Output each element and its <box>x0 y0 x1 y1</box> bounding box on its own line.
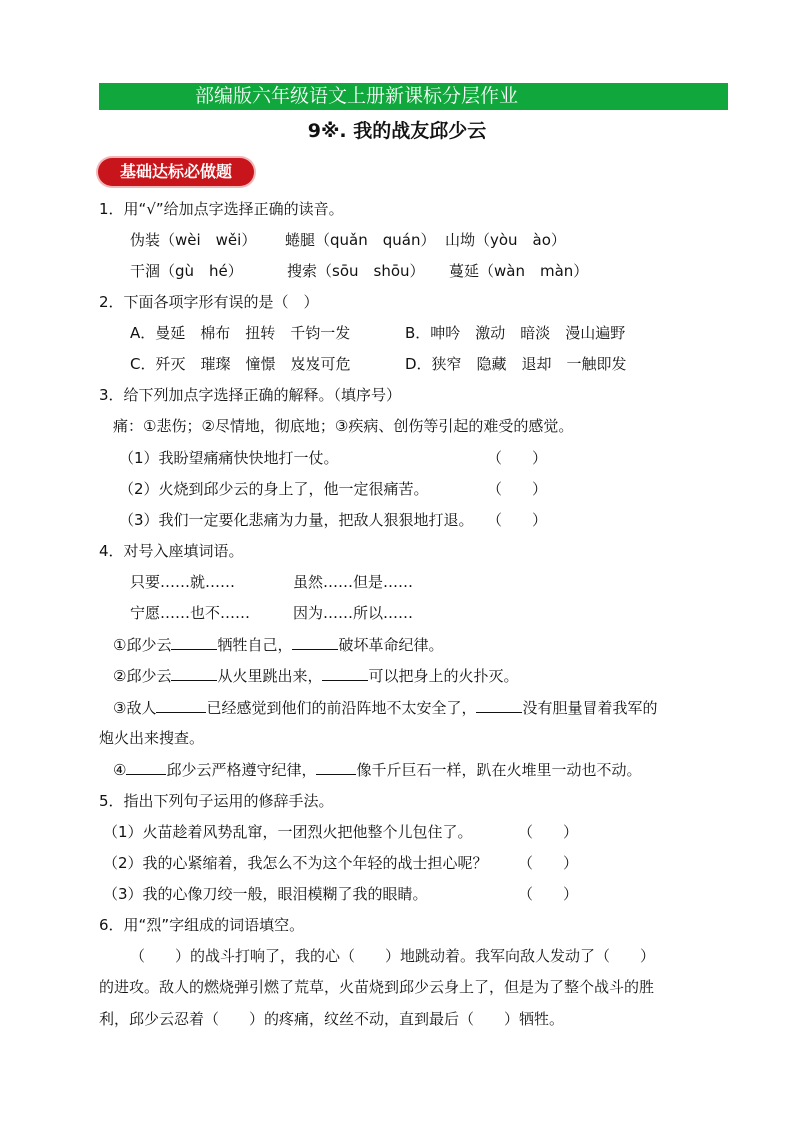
q4-s3-blank-2[interactable] <box>476 697 522 713</box>
q4-s4-part: 像千斤巨石一样，趴在火堆里一动也不动。 <box>356 761 642 779</box>
lesson-title: 9※. 我的战友邱少云 <box>307 120 487 142</box>
q5-answer-1[interactable]: （ ） <box>518 823 579 841</box>
q4-word-4: 因为……所以…… <box>293 604 414 622</box>
q4-sentence-1 <box>113 634 443 655</box>
q5-stem: 5．指出下列句子运用的修辞手法。 <box>99 792 334 810</box>
q1-item-2: 蜷腿（quǎn quán） <box>285 231 436 249</box>
q4-s1-blank-2[interactable] <box>292 634 338 650</box>
q6-paragraph-line-1: （ ）的战斗打响了，我的心（ ）地跳动着。我军向敌人发动了（ ） <box>130 947 656 965</box>
q4-s4-blank-2[interactable] <box>316 759 356 775</box>
q5-sentence-2: （2）我的心紧缩着，我怎么不为这个年轻的战士担心呢？ <box>103 854 488 872</box>
q4-s3-part: 已经感觉到他们的前沿阵地不太安全了， <box>206 699 477 717</box>
q2-option-b: B．呻吟 激动 暗淡 漫山遍野 <box>405 324 626 342</box>
q5-sentence-3: （3）我的心像刀绞一般，眼泪模糊了我的眼睛。 <box>103 885 428 903</box>
q3-answer-3[interactable]: （ ） <box>487 511 548 529</box>
q4-s1-part: 破坏革命纪律。 <box>338 636 444 654</box>
q6-stem: 6．用“烈”字组成的词语填空。 <box>99 916 305 934</box>
section-badge: 基础达标必做题 <box>98 158 254 186</box>
q3-definition: 痛：①悲伤；②尽情地，彻底地；③疾病、创伤等引起的难受的感觉。 <box>113 417 574 435</box>
q5-answer-2[interactable]: （ ） <box>518 854 579 872</box>
q4-s2-blank-2[interactable] <box>322 665 368 681</box>
q4-s4-part: ④ <box>113 761 127 779</box>
q2-stem: 2．下面各项字形有误的是（ ） <box>99 293 319 311</box>
q3-stem: 3．给下列加点字选择正确的解释。（填序号） <box>99 386 402 404</box>
q4-s3-blank-1[interactable] <box>156 697 206 713</box>
q6-paragraph-line-3: 利，邱少云忍着（ ）的疼痛，纹丝不动，直到最后（ ）牺牲。 <box>99 1010 565 1028</box>
q4-sentence-4 <box>113 759 641 780</box>
q1-item-5: 搜索（sōu shōu） <box>287 262 425 280</box>
q4-s3-part: 没有胆量冒着我军的 <box>522 699 658 717</box>
q4-word-3: 宁愿……也不…… <box>130 604 251 622</box>
q4-s2-part: 从火里跳出来， <box>217 667 323 685</box>
q2-option-a: A．曼延 棉布 扭转 千钧一发 <box>130 324 351 342</box>
q3-sentence-3: （3）我们一定要化悲痛为力量，把敌人狠狠地打退。 <box>119 511 474 529</box>
q1-stem: 1．用“√”给加点字选择正确的读音。 <box>99 200 344 218</box>
q4-s2-part: 可以把身上的火扑灭。 <box>368 667 519 685</box>
q1-item-4: 干涸（gù hé） <box>130 262 243 280</box>
q5-sentence-1: （1）火苗趁着风势乱窜，一团烈火把他整个儿包住了。 <box>103 823 473 841</box>
q3-sentence-1: （1）我盼望痛痛快快地打一仗。 <box>119 449 339 467</box>
q5-answer-3[interactable]: （ ） <box>518 885 579 903</box>
q3-answer-2[interactable]: （ ） <box>487 480 548 498</box>
q4-s1-part: 牺牲自己， <box>217 636 293 654</box>
q4-word-2: 虽然……但是…… <box>293 573 414 591</box>
q4-sentence-3-cont: 炮火出来搜查。 <box>99 729 205 747</box>
q4-s2-blank-1[interactable] <box>171 665 217 681</box>
q3-answer-1[interactable]: （ ） <box>487 449 548 467</box>
q4-s3-part: ③敌人 <box>113 699 157 717</box>
q4-s2-part: ②邱少云 <box>113 667 172 685</box>
q4-sentence-3 <box>113 697 657 718</box>
q4-sentence-2 <box>113 665 518 686</box>
q4-s4-blank-1[interactable] <box>126 759 166 775</box>
q4-stem: 4．对号入座填词语。 <box>99 542 244 560</box>
series-banner: 部编版六年级语文上册新课标分层作业 <box>99 83 728 110</box>
q3-sentence-2: （2）火烧到邱少云的身上了，他一定很痛苦。 <box>119 480 429 498</box>
q2-option-c: C．歼灭 璀璨 憧憬 岌岌可危 <box>130 355 351 373</box>
q4-s1-part: ①邱少云 <box>113 636 172 654</box>
q1-item-6: 蔓延（wàn màn） <box>449 262 589 280</box>
q2-option-d: D．狭窄 隐藏 退却 一触即发 <box>405 355 627 373</box>
q1-item-3: 山坳（yòu ào） <box>445 231 566 249</box>
q4-s4-part: 邱少云严格遵守纪律， <box>166 761 317 779</box>
q6-paragraph-line-2: 的进攻。敌人的燃烧弹引燃了荒草，火苗烧到邱少云身上了，但是为了整个战斗的胜 <box>99 978 655 996</box>
q4-s1-blank-1[interactable] <box>171 634 217 650</box>
q1-item-1: 伪装（wèi wěi） <box>130 231 257 249</box>
q4-word-1: 只要……就…… <box>130 573 236 591</box>
